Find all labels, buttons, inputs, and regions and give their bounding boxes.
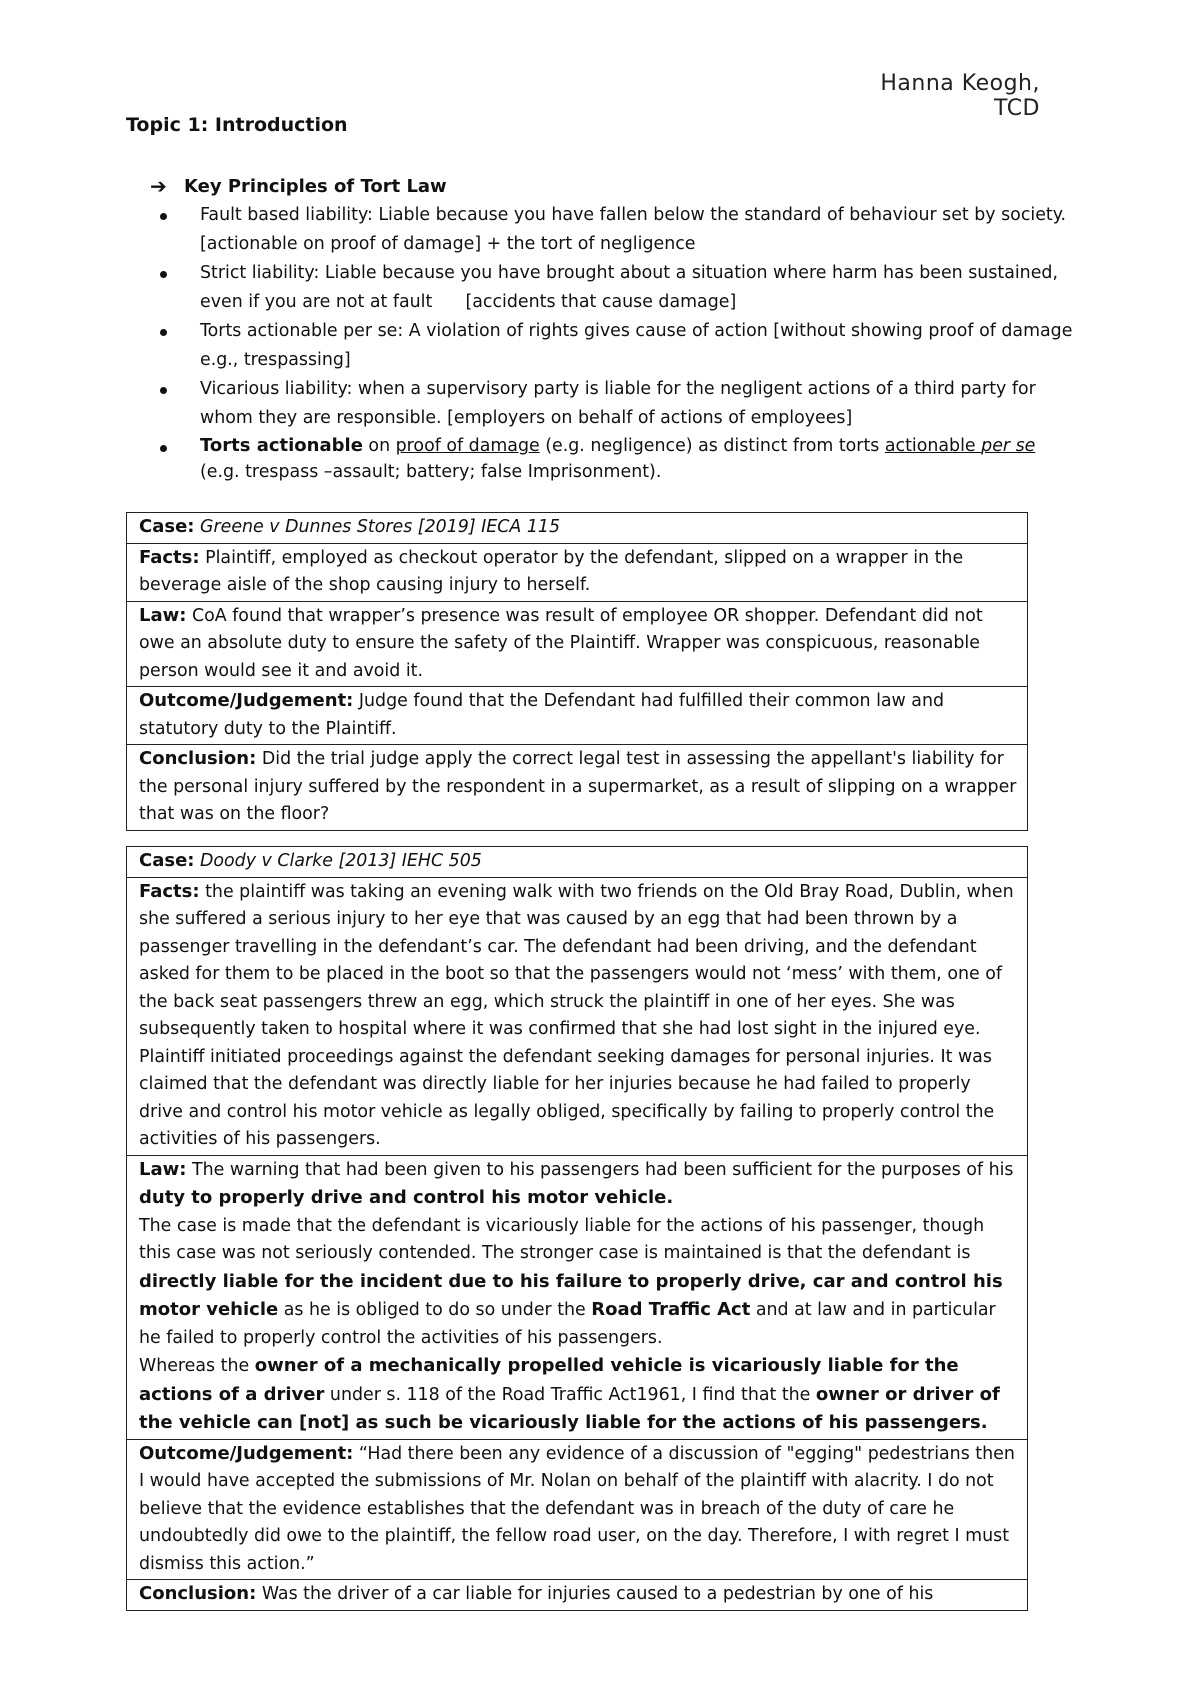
- table-row: [127, 877, 1028, 1155]
- list-item-text: Torts actionable per se: A violation of rights gives cause of action [without showing proof of damage e.g., trespassing]: [200, 321, 1073, 370]
- bullet-icon: [160, 271, 167, 278]
- table-row: [127, 513, 1028, 544]
- list-item-text: Strict liability: Liable because you have brought about a situation where harm has been sustained, even if you are not at fault [accidents that cause damage]: [200, 263, 1064, 312]
- table-row: [127, 745, 1028, 831]
- law-cell: [127, 1155, 1028, 1439]
- topic-title: Topic 1: Introduction: [126, 114, 348, 136]
- facts-cell: [127, 543, 1028, 601]
- bullet-icon: [160, 445, 167, 452]
- author-header: Hanna Keogh, TCD: [880, 71, 1040, 121]
- law-text: The warning that had been given to his passengers had been sufficient for the purposes of his: [186, 1159, 1014, 1180]
- case-name-cell: [127, 847, 1028, 878]
- law-highlight: owner or driver of the vehicle can [not] as such be vicariously liable for the actions of his passengers: [139, 1383, 1000, 1433]
- key-principles-heading: [150, 172, 1080, 201]
- list-item: [150, 259, 1080, 317]
- conclusion-text: Did the trial judge apply the correct legal test in assessing the appellant's liability for the personal injury suffered by the respondent in a supermarket, as a result of slipping on a wrapper that was on the floor?: [139, 749, 1017, 824]
- facts-text: the plaintiff was taking an evening walk with two friends on the Old Bray Road, Dublin, when she suffered a serious injury to her eye that was caused by an egg that had been thrown by a passenger travelling in the defendant’s car. The defendant had been driving, and the defendant asked for them to be placed in the boot so that the passengers would not ‘mess’ with them, one of the back seat passengers threw an egg, which struck the plaintiff in one of her eyes. She was subsequently taken to hospital where it was confirmed that she had lost sight in the injured eye. Plaintiff initiated proceedings against the defendant seeking damages for personal injuries. It was claimed that the defendant was directly liable for her injuries because he had failed to properly drive and control his motor vehicle as legally obliged, specifically by failing to properly control the activities of his passengers.: [139, 881, 1014, 1149]
- law-text: .: [980, 1412, 988, 1433]
- law-text: as he is obliged to do so under the: [278, 1300, 592, 1320]
- arrow-right-icon: ➔: [150, 174, 167, 198]
- table-row: [127, 1580, 1028, 1611]
- facts-label: Facts:: [139, 880, 200, 902]
- bullet-icon: [160, 213, 167, 220]
- law-highlight: Road Traffic Act: [591, 1299, 751, 1320]
- conclusion-cell: [127, 1580, 1028, 1611]
- outcome-cell: [127, 687, 1028, 745]
- law-text: Whereas the: [139, 1356, 255, 1376]
- key-principles-section: [150, 172, 1080, 485]
- principles-list: [150, 201, 1080, 485]
- key-principles-heading-text: Key Principles of Tort Law: [184, 176, 447, 197]
- conclusion-label: Conclusion:: [139, 1583, 257, 1604]
- law-paragraph-3: [139, 1352, 1017, 1438]
- case-name: Greene v Dunnes Stores [2019] IECA 115: [200, 517, 561, 537]
- list-item-bold: Torts actionable: [200, 435, 363, 456]
- list-item: [150, 201, 1080, 259]
- list-item: [150, 317, 1080, 375]
- law-label: Law:: [139, 604, 187, 626]
- outcome-label: Outcome/Judgement:: [139, 690, 354, 711]
- law-cell: [127, 601, 1028, 687]
- facts-cell: [127, 877, 1028, 1155]
- law-text: .: [666, 1187, 674, 1208]
- bullet-icon: [160, 329, 167, 336]
- list-item-text: (e.g. negligence) as distinct from torts: [539, 436, 885, 456]
- law-text: The case is made that the defendant is vicariously liable for the actions of his passenger, though this case was not seriously contended. The stronger case is maintained is that the defendant is: [139, 1215, 985, 1263]
- list-item: [150, 375, 1080, 433]
- case-name-cell: [127, 513, 1028, 544]
- outcome-text: Judge found that the Defendant had fulfilled their common law and statutory duty to the Plaintiff.: [139, 691, 945, 739]
- list-item: [150, 433, 1080, 485]
- facts-text: Plaintiff, employed as checkout operator by the defendant, slipped on a wrapper in the beverage aisle of the shop causing injury to herself.: [139, 547, 964, 595]
- law-highlight: duty to properly drive and control his motor vehicle: [139, 1187, 667, 1208]
- bullet-icon: [160, 387, 167, 394]
- law-paragraph-2: [139, 1213, 1017, 1353]
- table-row: [127, 847, 1028, 878]
- law-highlight: owner of a mechanically propelled vehicle is vicariously liable for the actions of a driver: [139, 1355, 959, 1405]
- case-name: Doody v Clarke [2013] IEHC 505: [200, 851, 482, 871]
- facts-label: Facts:: [139, 546, 200, 568]
- table-row: [127, 601, 1028, 687]
- conclusion-text: Was the driver of a car liable for injuries caused to a pedestrian by one of his: [256, 1584, 934, 1604]
- outcome-text: “Had there been any evidence of a discussion of "egging" pedestrians then I would have accepted the submissions of Mr. Nolan on behalf of the plaintiff with alacrity. I do not believe that the evidence establishes that the defendant was in breach of the duty of care he undoubtedly did owe to the plaintiff, the fellow road user, on the day. Therefore, I with regret I must dismiss this action.”: [139, 1443, 1015, 1574]
- law-text: CoA found that wrapper’s presence was result of employee OR shopper. Defendant did not owe an absolute duty to ensure the safety of the Plaintiff. Wrapper was conspicuous, reasonable person would see it and avoid it.: [139, 605, 983, 681]
- conclusion-label: Conclusion:: [139, 748, 257, 769]
- table-row: [127, 543, 1028, 601]
- table-row: [127, 687, 1028, 745]
- list-item-text: Fault based liability: Liable because you have fallen below the standard of behaviour set by society. [actionable on proof of damage] + the tort of negligence: [200, 205, 1067, 254]
- outcome-label: Outcome/Judgement:: [139, 1442, 354, 1464]
- per-se-text: per se: [981, 436, 1036, 456]
- law-label: Law:: [139, 1158, 187, 1180]
- law-paragraph-1: [139, 1156, 1017, 1213]
- case-table-doody: [126, 846, 1028, 1611]
- conclusion-cell: [127, 745, 1028, 831]
- actionable-text: actionable: [884, 436, 982, 456]
- law-text: under s. 118 of the Road Traffic Act1961, I find that the: [324, 1384, 816, 1405]
- table-row: [127, 1155, 1028, 1439]
- case-label: Case:: [139, 850, 195, 871]
- outcome-cell: [127, 1439, 1028, 1580]
- table-row: [127, 1439, 1028, 1580]
- list-item-text: (e.g. trespass –assault; battery; false Imprisonment).: [200, 436, 1041, 482]
- case-table-greene: [126, 512, 1028, 831]
- proof-of-damage-text: proof of damage: [395, 436, 540, 456]
- list-item-text: on: [362, 436, 396, 456]
- law-text: and at law and in particular he failed to properly control the activities of his passengers.: [139, 1300, 996, 1348]
- law-highlight: directly liable for the incident due to his failure to properly drive, car and control his motor vehicle: [139, 1270, 1003, 1320]
- list-item-text: Vicarious liability: when a supervisory party is liable for the negligent actions of a third party for whom they are responsible. [employers on behalf of actions of employees]: [200, 379, 1036, 428]
- case-label: Case:: [139, 516, 195, 537]
